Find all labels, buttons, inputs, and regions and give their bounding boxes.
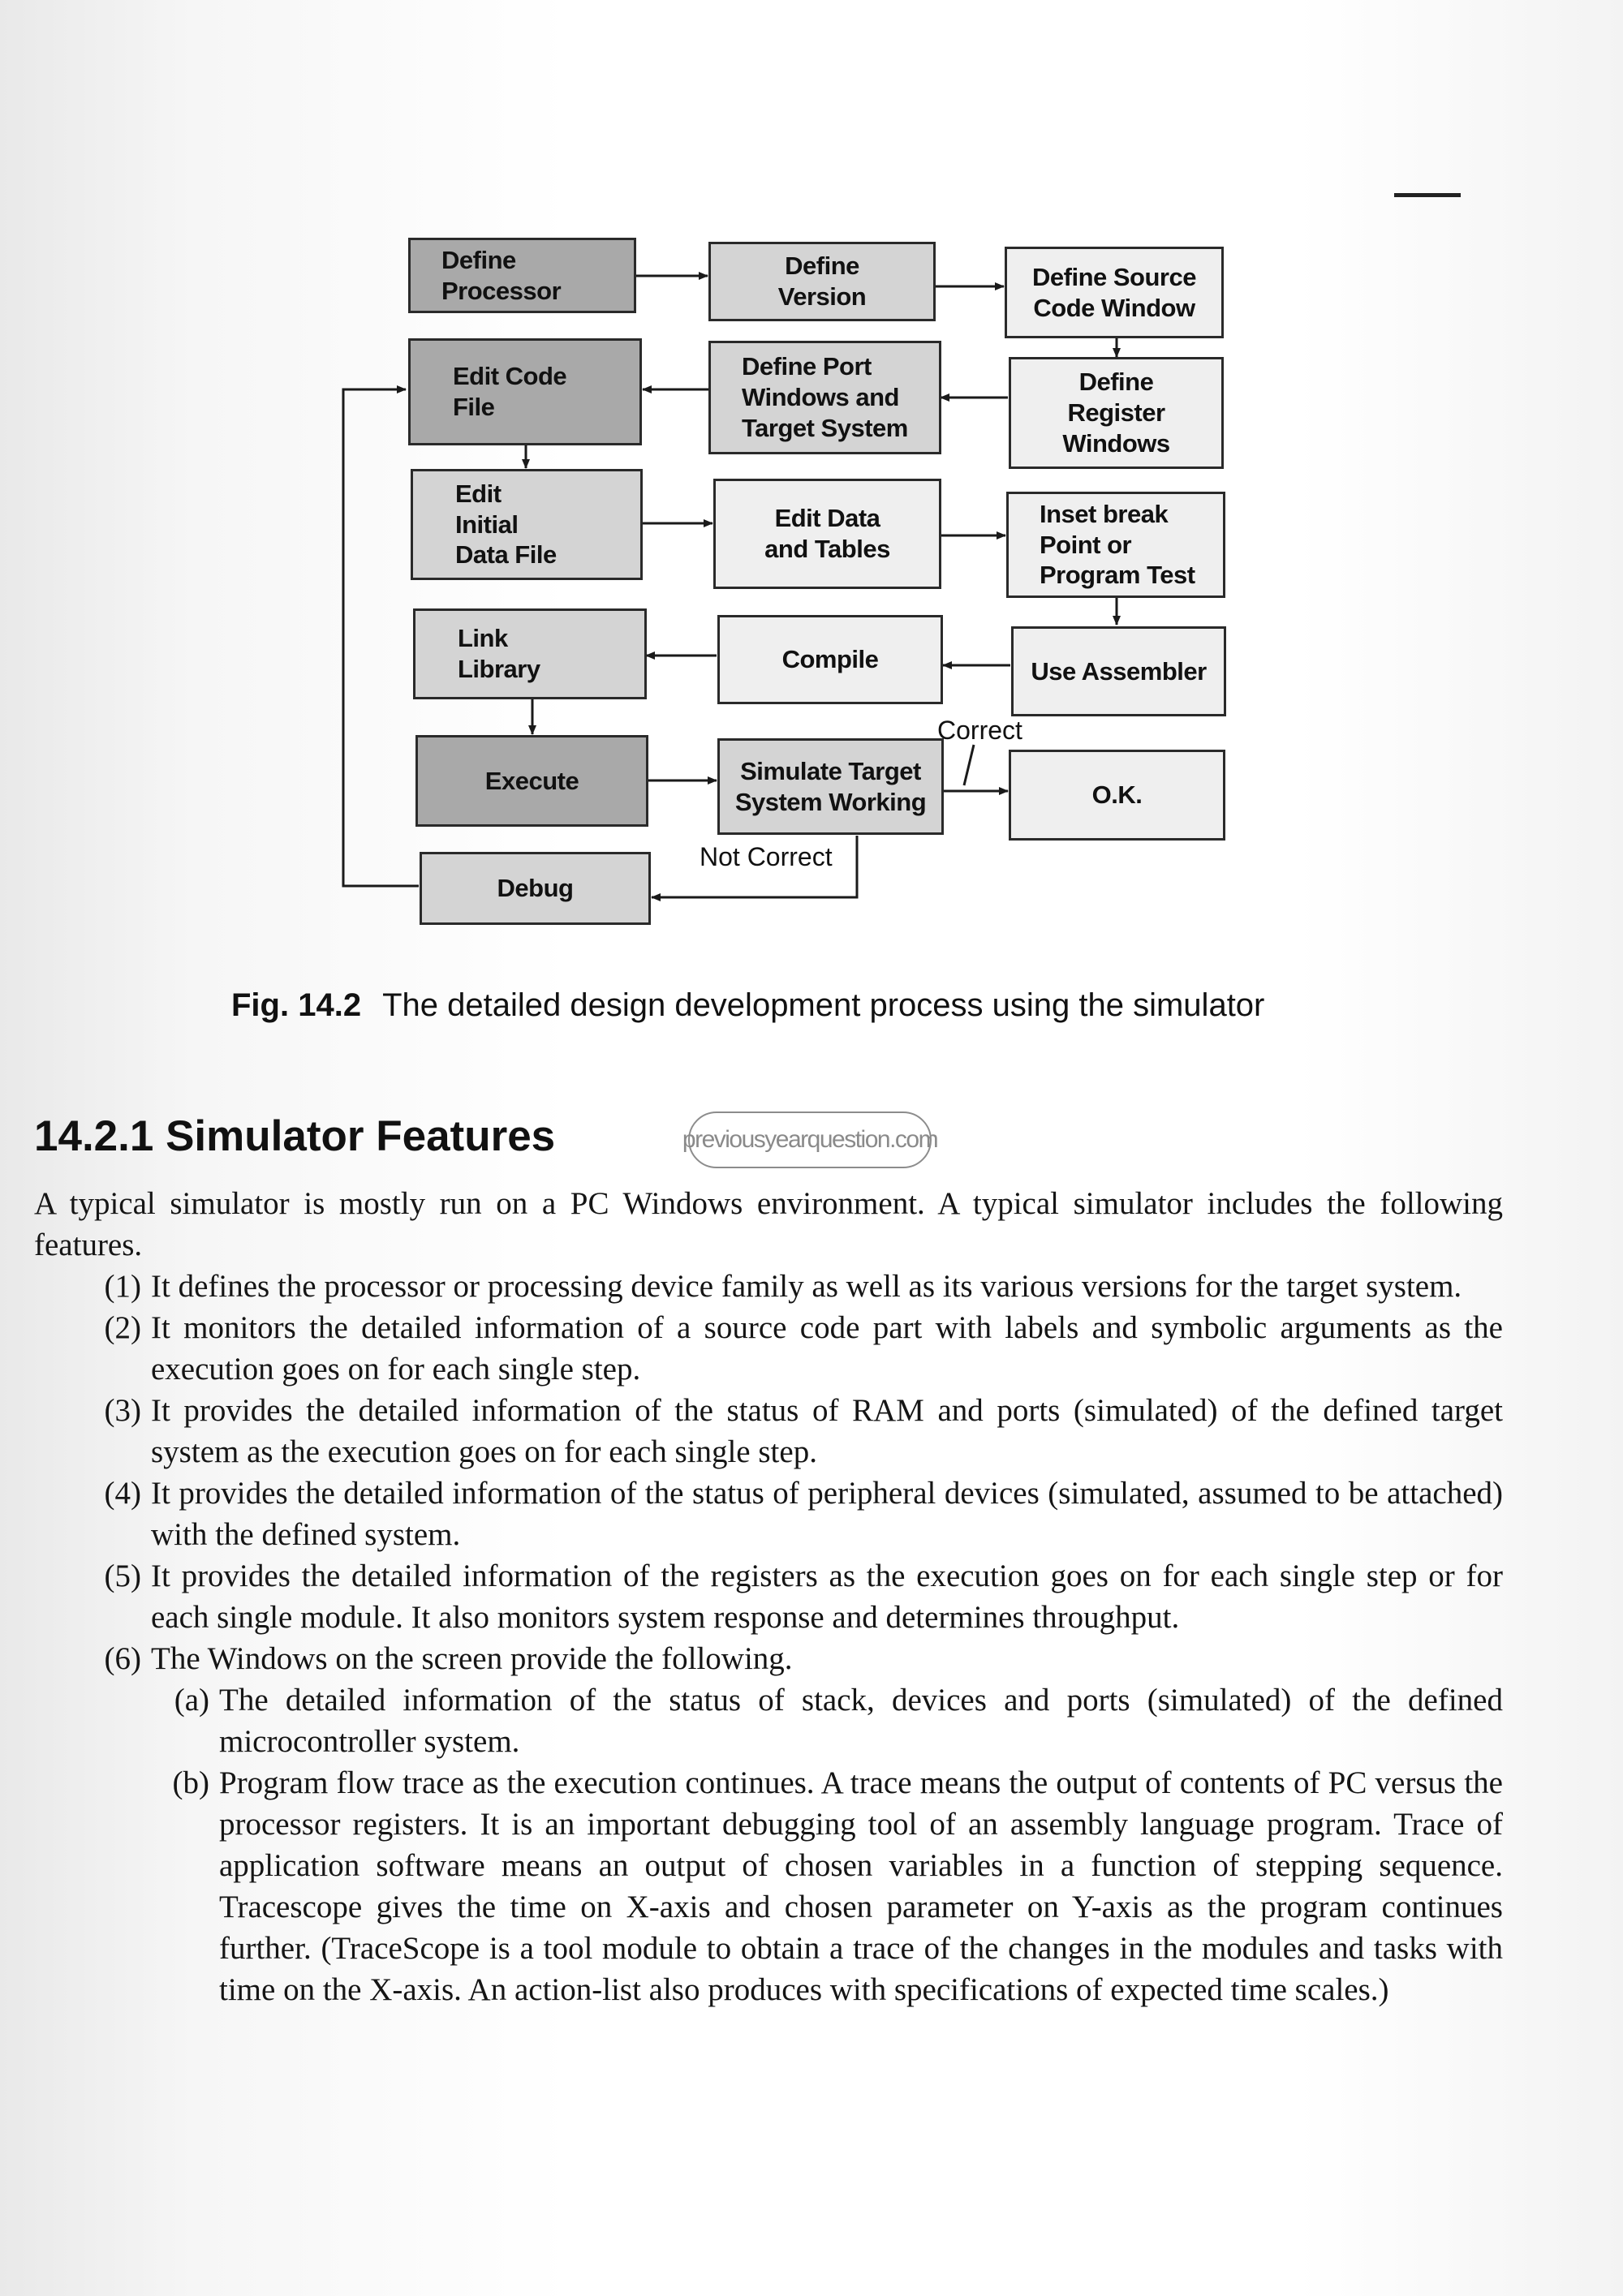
figure-number: Fig. 14.2	[231, 987, 362, 1023]
list-marker: (b)	[172, 1765, 209, 1800]
list-marker: (1)	[104, 1269, 141, 1304]
list-text: It monitors the detailed information of a source code part with labels and symbolic arguments as the execution goes on for each single step.	[151, 1310, 1503, 1387]
box-link-library: Link Library	[413, 608, 647, 699]
box-execute: Execute	[415, 735, 648, 827]
list-text: The detailed information of the status of stack, devices and ports (simulated) of the defined microcontroller system.	[219, 1683, 1503, 1759]
list-text: The Windows on the screen provide the following.	[151, 1641, 793, 1676]
box-define-port-windows: Define Port Windows and Target System	[708, 341, 941, 454]
box-edit-code-file: Edit Code File	[408, 338, 642, 445]
box-define-register-windows: Define Register Windows	[1009, 357, 1224, 469]
list-text: It provides the detailed information of the registers as the execution goes on for each single step or for each single module. It also monitors system response and determines throughput.	[151, 1559, 1503, 1635]
label-not-correct: Not Correct	[700, 842, 833, 871]
list-marker: (3)	[104, 1393, 141, 1428]
intro-paragraph: A typical simulator is mostly run on a PC Windows environment. A typical simulator includes the following features.	[34, 1186, 1503, 1262]
figure-caption-text: The detailed design development process using the simulator	[382, 987, 1265, 1023]
list-item	[34, 1266, 1503, 1307]
flowchart-diagram	[0, 0, 1623, 957]
list-item	[34, 1679, 1503, 1762]
list-item	[34, 1638, 1503, 1679]
list-marker: (2)	[104, 1310, 141, 1345]
list-text: Program flow trace as the execution continues. A trace means the output of contents of PC versus the processor registers. It is an important debugging tool of an assembly language program. Trace of application software means an output of chosen variables in a function of stepping sequence. Tracescope gives the time on X-axis and chosen parameter on Y-axis as the program continues further. (TraceScope is a tool module to obtain a trace of the changes in the modules and tasks with time on the X-axis. An action-list also produces with specifications of expected time scales.)	[219, 1765, 1503, 2007]
correct-pointer	[964, 745, 974, 785]
section-body	[34, 1183, 1503, 2010]
feature-list	[34, 1266, 1503, 1679]
box-define-source-code-window: Define Source Code Window	[1005, 247, 1224, 338]
list-marker: (a)	[174, 1683, 209, 1718]
list-marker: (6)	[104, 1641, 141, 1676]
list-text: It provides the detailed information of the status of peripheral devices (simulated, assumed to be attached) with the defined system.	[151, 1476, 1503, 1552]
list-item	[34, 1307, 1503, 1390]
box-define-version: Define Version	[708, 242, 936, 321]
list-marker: (5)	[104, 1559, 141, 1593]
box-ok: O.K.	[1009, 750, 1225, 841]
list-item	[34, 1390, 1503, 1473]
box-inset-break-point: Inset break Point or Program Test	[1006, 492, 1225, 598]
list-text: It provides the detailed information of the status of RAM and ports (simulated) of the defined target system as the execution goes on for each single step.	[151, 1393, 1503, 1469]
arrow-debug-loop-to-edit-code	[343, 389, 419, 886]
watermark: previousyearquestion.com	[688, 1111, 932, 1168]
list-item	[34, 1555, 1503, 1638]
box-edit-initial-data-file: Edit Initial Data File	[411, 469, 643, 580]
section-title: 14.2.1 Simulator Features	[34, 1112, 556, 1160]
box-simulate-target-system: Simulate Target System Working	[717, 738, 944, 835]
box-compile: Compile	[717, 615, 943, 704]
feature-sublist	[34, 1679, 1503, 2010]
list-marker: (4)	[104, 1476, 141, 1511]
list-text: It defines the processor or processing device family as well as its various versions for the target system.	[151, 1269, 1462, 1304]
box-use-assembler: Use Assembler	[1011, 626, 1226, 716]
box-debug: Debug	[420, 852, 651, 925]
figure-caption	[231, 987, 1264, 1024]
box-define-processor: Define Processor	[408, 238, 636, 313]
label-correct: Correct	[937, 716, 1022, 745]
list-item	[34, 1473, 1503, 1555]
box-edit-data-and-tables: Edit Data and Tables	[713, 479, 941, 589]
list-item	[34, 1762, 1503, 2010]
